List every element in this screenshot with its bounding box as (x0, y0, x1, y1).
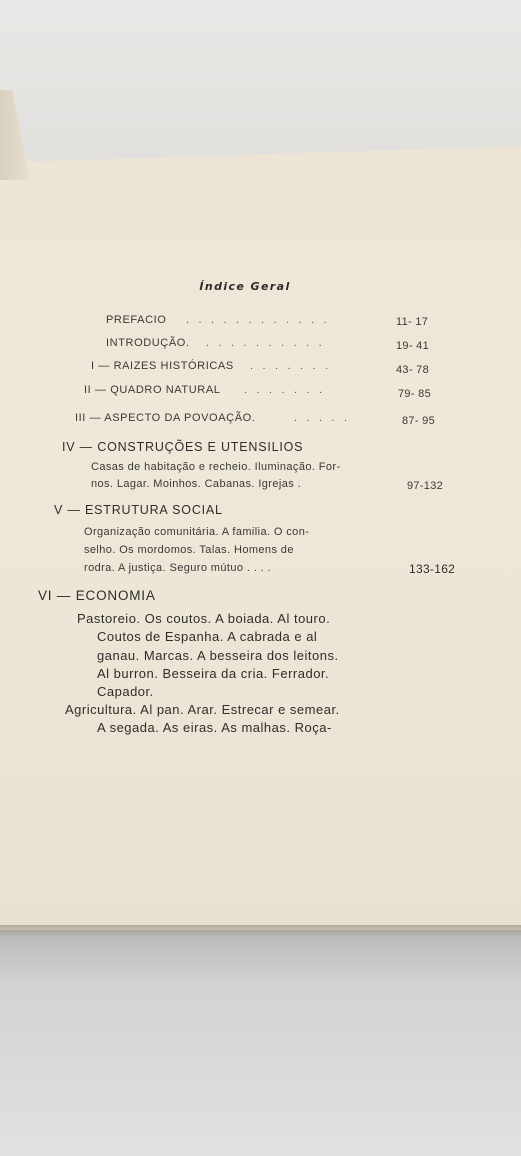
page-title: Índice Geral (199, 280, 291, 293)
section-line: Pastoreio. Os coutos. A boiada. Al touro. (77, 611, 331, 626)
section-line: nos. Lagar. Moinhos. Cabanas. Igrejas . (91, 478, 302, 490)
section-line: Capador. (97, 684, 154, 699)
section-line: Agricultura. Al pan. Arar. Estrecar e semear. (65, 702, 340, 717)
toc-entry-label: PREFACIO (106, 314, 167, 326)
section-title: IV — CONSTRUÇÕES E UTENSILIOS (62, 440, 304, 454)
toc-page-range: 133-162 (409, 562, 456, 576)
toc-leader: . . . . . . . . . . . . (186, 314, 330, 326)
toc-page-range: 43- 78 (396, 364, 429, 376)
toc-entry-label: INTRODUÇÃO. (106, 337, 190, 349)
section-line: Coutos de Espanha. A cabrada e al (97, 629, 318, 644)
section-line: Organização comunitária. A familia. O con- (84, 526, 310, 538)
toc-page-range: 19- 41 (396, 340, 429, 352)
section-line: rodra. A justiça. Seguro mútuo . . . . (84, 562, 272, 574)
toc-page-range: 87- 95 (402, 415, 435, 427)
toc-page-range: 11- 17 (396, 316, 429, 328)
toc-page-range: 97-132 (407, 480, 444, 492)
toc-entry-label: III — ASPECTO DA POVOAÇÃO. (75, 412, 256, 424)
toc-leader: . . . . . . . . . . (206, 337, 325, 349)
section-line: ganau. Marcas. A besseira dos leitons. (97, 648, 339, 663)
section-title: VI — ECONOMIA (38, 588, 156, 603)
section-line: selho. Os mordomos. Talas. Homens de (84, 544, 294, 556)
toc-page-range: 79- 85 (398, 388, 431, 400)
toc-entry-label: II — QUADRO NATURAL (84, 384, 221, 396)
section-line: A segada. As eiras. As malhas. Roça- (97, 720, 332, 735)
toc-leader: . . . . . . . (250, 360, 332, 372)
section-line: Al burron. Besseira da cria. Ferrador. (97, 666, 330, 681)
toc-leader: . . . . . (294, 412, 351, 424)
section-line: Casas de habitação e recheio. Iluminação. For- (91, 461, 341, 473)
section-title: V — ESTRUTURA SOCIAL (54, 503, 223, 517)
toc-entry-label: I — RAIZES HISTÓRICAS (91, 360, 234, 372)
toc-leader: . . . . . . . (244, 384, 326, 396)
